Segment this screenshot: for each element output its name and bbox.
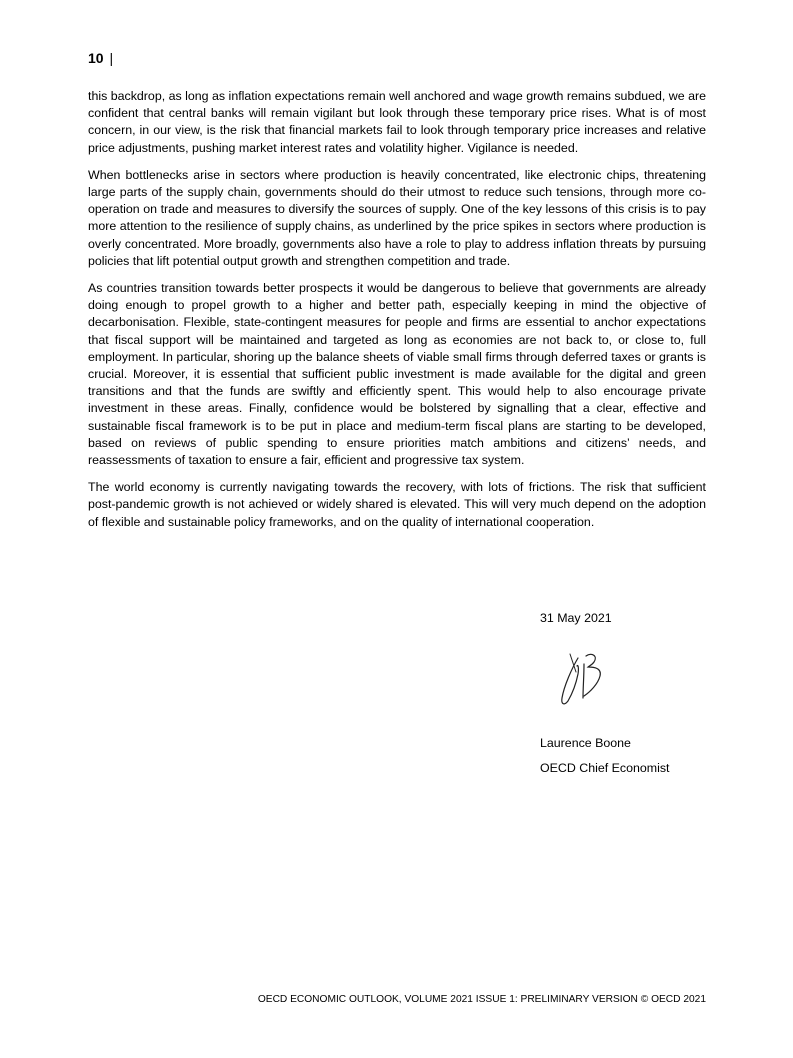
paragraph: The world economy is currently navigating towards the recovery, with lots of frictions. The risk that sufficient post-pandemic growth is not achieved or widely shared is elevated. This will very much depend on the adoption of flexible and sustainable policy frameworks, and on the quality of international cooperation. [88,480,706,529]
page-number [88,50,113,66]
signatory-name: Laurence Boone [540,736,631,750]
handwritten-signature [550,646,620,716]
signature-block [540,610,670,775]
paragraph: When bottlenecks arise in sectors where production is heavily concentrated, like electronic chips, threatening large parts of the supply chain, governments should do their utmost to reduce such tensions, through more co-operation on trade and measures to diversify the sources of supply. One of the key lessons of this crisis is to pay more attention to the resilience of supply chains, as underlined by the price spikes in sectors where production is overly concentrated. More broadly, governments also have a role to play to address inflation threats by pursuing policies that lift potential output growth and strengthen competition and trade. [88,167,706,268]
paragraph: this backdrop, as long as inflation expectations remain well anchored and wage growth remains subdued, we are confident that central banks will remain vigilant but look through these temporary price rises. What is of most concern, in our view, is the risk that financial markets fail to look through temporary price increases and relative price adjustments, pushing market interest rates and volatility higher. Vigilance is needed. [88,89,706,155]
page-number-separator: | [109,50,114,66]
page-footer: OECD ECONOMIC OUTLOOK, VOLUME 2021 ISSUE 1: PRELIMINARY VERSION © OECD 2021 [257,994,706,1005]
signature-date: 31 May 2021 [540,611,612,625]
page-number-value: 10 [88,50,104,66]
signatory-title: OECD Chief Economist [540,761,670,775]
paragraph: As countries transition towards better prospects it would be dangerous to believe that governments are already doing enough to propel growth to a higher and better path, especially keeping in mind the objective of decarbonisation. Flexible, state-contingent measures for people and firms are essential to anchor expectations that fiscal support will be maintained and targeted as long as economies are not back to, or close to, full employment. In particular, shoring up the balance sheets of viable small firms through deferred taxes or grants is crucial. Moreover, it is essential that sufficient public investment is made available for the digital and green transitions and that the funds are swiftly and efficiently spent. This would help to also encourage private investment in these areas. Finally, confidence would be bolstered by signalling that a clear, effective and sustainable fiscal framework is to be put in place and medium-term fiscal plans are starting to be developed, based on reviews of public spending to ensure priorities match ambitions and citizens’ needs, and reassessments of taxation to ensure a fair, efficient and progressive tax system. [88,281,706,468]
body-text [88,88,706,541]
